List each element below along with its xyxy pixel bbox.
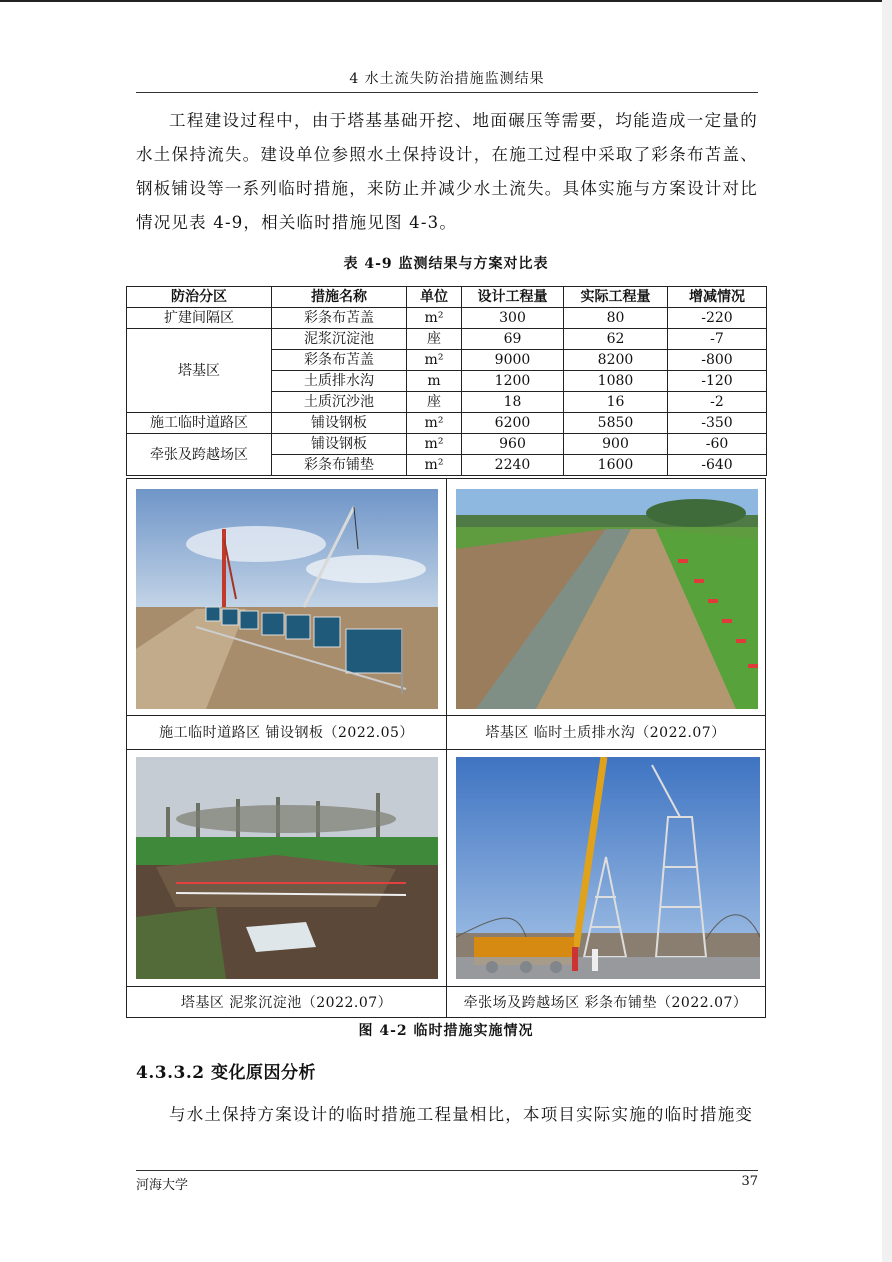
measure-cell: 泥浆沉淀池 (272, 329, 407, 350)
footer-institution: 河海大学 (136, 1178, 189, 1193)
actual-cell: 62 (564, 329, 668, 350)
measure-cell: 铺设钢板 (272, 434, 407, 455)
header-change: 增减情况 (668, 287, 767, 308)
photo-caption: 塔基区 临时土质排水沟（2022.07） (485, 725, 726, 741)
actual-cell: 1600 (564, 455, 668, 476)
zone-cell: 塔基区 (127, 329, 272, 413)
header-measure: 措施名称 (272, 287, 407, 308)
section-paragraph: 与水土保持方案设计的临时措施工程量相比，本项目实际实施的临时措施变 (169, 1105, 754, 1124)
table-row (127, 434, 767, 455)
change-cell: -220 (668, 308, 767, 329)
measure-cell: 土质排水沟 (272, 371, 407, 392)
measure-cell: 彩条布苫盖 (272, 308, 407, 329)
photo-road-steel-plates (136, 489, 438, 709)
photo-tension-site-tarp (456, 757, 760, 979)
design-cell: 18 (462, 392, 564, 413)
photo-mud-settling-pond (136, 757, 438, 979)
photo-tension-site-tarp-image (456, 757, 760, 979)
photo-drainage-ditch-image (456, 489, 758, 709)
photo-mud-settling-pond-image (136, 757, 438, 979)
design-cell: 2240 (462, 455, 564, 476)
actual-cell: 8200 (564, 350, 668, 371)
change-cell: -2 (668, 392, 767, 413)
intro-paragraph: 工程建设过程中，由于塔基基础开挖、地面碾压等需要，均能造成一定量的水土保持流失。建设单位参照水土保持设计，在施工过程中采取了彩条布苫盖、钢板铺设等一系列临时措施，来防止并减少水土流失。具体实施与方案设计对比情况见表 4-9，相关临时措施见图 4-3。 (136, 111, 758, 232)
design-cell: 300 (462, 308, 564, 329)
scan-edge (882, 0, 892, 1262)
section-title: 4.3.3.2 变化原因分析 (136, 1063, 316, 1083)
change-cell: -60 (668, 434, 767, 455)
photo-caption: 施工临时道路区 铺设钢板（2022.05） (159, 725, 414, 741)
unit-cell: 座 (407, 329, 462, 350)
unit-cell: 座 (407, 392, 462, 413)
comparison-table (126, 286, 767, 476)
change-cell: -800 (668, 350, 767, 371)
table-caption: 表 4-9 监测结果与方案对比表 (343, 256, 549, 272)
measure-cell: 铺设钢板 (272, 413, 407, 434)
actual-cell: 5850 (564, 413, 668, 434)
photo-caption: 塔基区 泥浆沉淀池（2022.07） (180, 995, 393, 1011)
photo-grid (126, 478, 766, 1018)
table-header-row (127, 287, 767, 308)
measure-cell: 土质沉沙池 (272, 392, 407, 413)
header-zone: 防治分区 (127, 287, 272, 308)
unit-cell: m² (407, 350, 462, 371)
zone-cell: 牵张及跨越场区 (127, 434, 272, 476)
footer-rule (136, 1170, 758, 1171)
header-rule (136, 92, 758, 93)
photo-drainage-ditch (456, 489, 758, 709)
actual-cell: 80 (564, 308, 668, 329)
design-cell: 960 (462, 434, 564, 455)
grid-divider (127, 986, 765, 987)
unit-cell: m² (407, 455, 462, 476)
header-unit: 单位 (407, 287, 462, 308)
grid-divider-vertical (446, 479, 447, 1017)
unit-cell: m² (407, 308, 462, 329)
table-row (127, 308, 767, 329)
design-cell: 6200 (462, 413, 564, 434)
zone-cell: 施工临时道路区 (127, 413, 272, 434)
unit-cell: m² (407, 434, 462, 455)
design-cell: 69 (462, 329, 564, 350)
header-design: 设计工程量 (462, 287, 564, 308)
actual-cell: 16 (564, 392, 668, 413)
change-cell: -7 (668, 329, 767, 350)
change-cell: -120 (668, 371, 767, 392)
design-cell: 9000 (462, 350, 564, 371)
actual-cell: 1080 (564, 371, 668, 392)
unit-cell: m² (407, 413, 462, 434)
table-row (127, 413, 767, 434)
page-top-border (0, 0, 892, 2)
header-actual: 实际工程量 (564, 287, 668, 308)
grid-divider (127, 715, 765, 716)
measure-cell: 彩条布铺垫 (272, 455, 407, 476)
table-row (127, 329, 767, 350)
change-cell: -350 (668, 413, 767, 434)
measure-cell: 彩条布苫盖 (272, 350, 407, 371)
unit-cell: m (407, 371, 462, 392)
actual-cell: 900 (564, 434, 668, 455)
photo-caption: 牵张场及跨越场区 彩条布铺垫（2022.07） (463, 995, 748, 1011)
change-cell: -640 (668, 455, 767, 476)
zone-cell: 扩建间隔区 (127, 308, 272, 329)
grid-divider (127, 749, 765, 750)
figure-caption: 图 4-2 临时措施实施情况 (358, 1023, 534, 1039)
running-header: 4 水土流失防治措施监测结果 (349, 71, 545, 87)
photo-road-steel-plates-image (136, 489, 438, 709)
page-number: 37 (741, 1174, 758, 1189)
design-cell: 1200 (462, 371, 564, 392)
